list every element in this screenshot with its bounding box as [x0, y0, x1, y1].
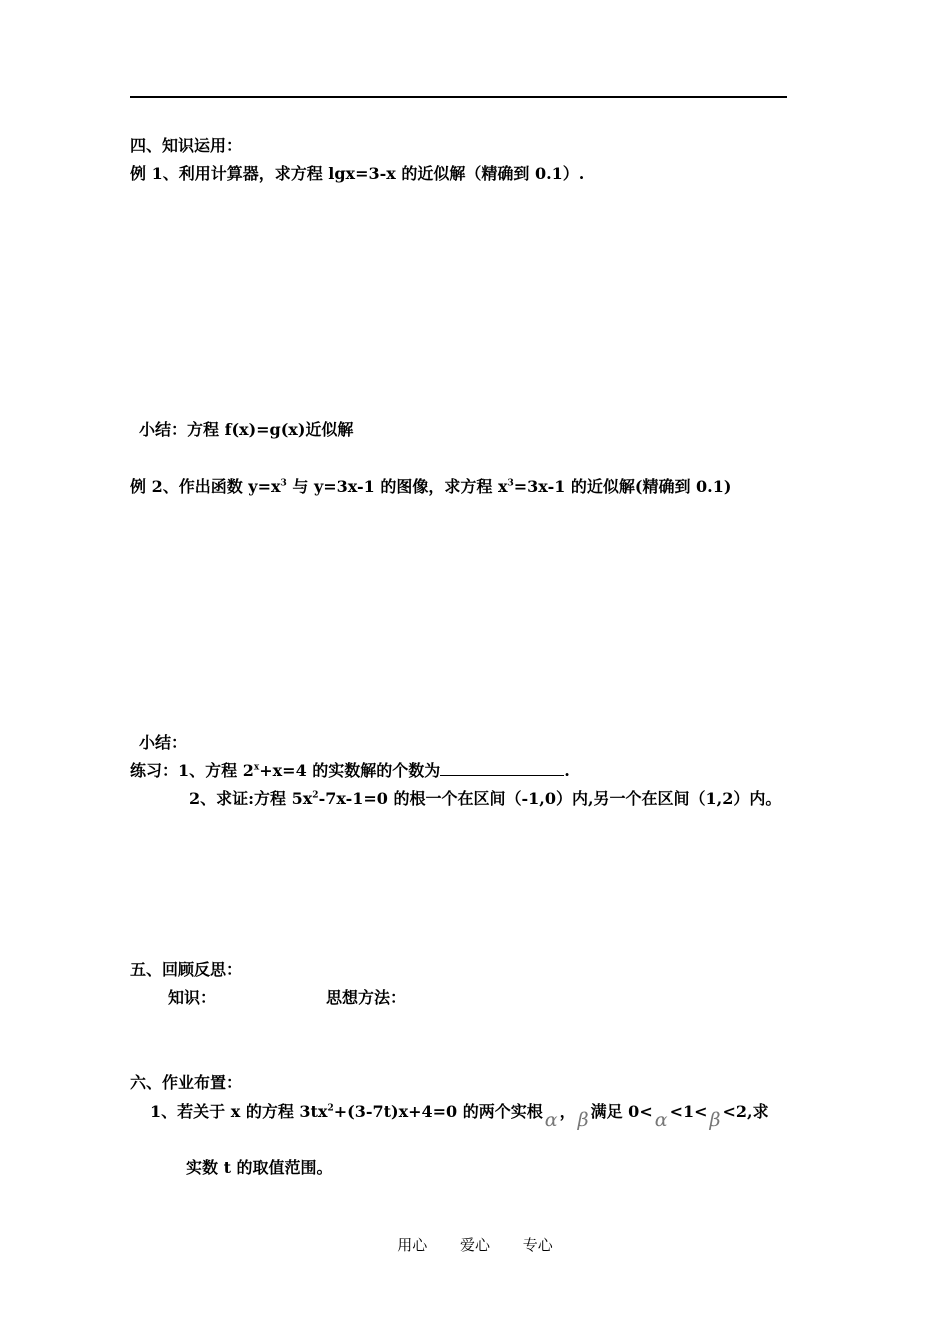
homework-1 — [150, 1101, 769, 1131]
summary-1: 小结：方程 f(x)=g(x)近似解 — [139, 420, 354, 439]
header-rule — [130, 96, 787, 98]
beta-symbol: β — [577, 1109, 589, 1131]
example-1: 例 1、利用计算器，求方程 lgx=3-x 的近似解（精确到 0.1）. — [130, 164, 585, 183]
homework-1-exponent: 2 — [327, 1103, 334, 1114]
section-5-heading: 五、回顾反思： — [130, 960, 243, 979]
practice-2 — [189, 789, 781, 809]
reflection-knowledge-label: 知识： — [168, 988, 217, 1007]
example-2 — [130, 477, 731, 497]
homework-1-part-c: 满足 0< — [590, 1102, 653, 1121]
example-2-part-c: =3x-1 的近似解(精确到 0.1) — [513, 477, 732, 496]
example-2-exponent-2: 3 — [507, 478, 514, 489]
example-2-part-a: 例 2、作出函数 y=x — [130, 477, 281, 496]
homework-1-comma: ， — [559, 1102, 576, 1121]
practice-2-part-b: -7x-1=0 的根一个在区间（-1,0）内,另一个在区间（1,2）内。 — [318, 789, 782, 808]
practice-2-part-a: 2、求证:方程 5x — [189, 789, 313, 808]
footer-item-2: 爱心 — [459, 1236, 490, 1254]
beta-symbol-2: β — [709, 1109, 721, 1131]
homework-1-line-2: 实数 t 的取值范围。 — [186, 1158, 333, 1177]
practice-1 — [130, 761, 570, 781]
practice-1-end: . — [564, 761, 570, 780]
example-2-exponent-1: 3 — [280, 478, 287, 489]
practice-1-exponent: x — [253, 762, 260, 773]
alpha-symbol: α — [544, 1109, 558, 1131]
homework-1-part-e: <2,求 — [722, 1102, 769, 1121]
practice-1-part-b: +x=4 的实数解的个数为 — [259, 761, 441, 780]
example-2-part-b: 与 y=3x-1 的图像，求方程 x — [292, 477, 508, 496]
summary-2: 小结： — [139, 733, 188, 752]
practice-2-exponent: 2 — [312, 790, 319, 801]
page-footer — [0, 1234, 950, 1255]
homework-1-part-d: <1< — [669, 1102, 708, 1121]
homework-1-part-a: 1、若关于 x 的方程 3tx — [150, 1102, 328, 1121]
section-4-heading: 四、知识运用： — [130, 136, 243, 155]
answer-blank — [440, 761, 564, 776]
alpha-symbol-2: α — [654, 1109, 668, 1131]
homework-1-part-b: +(3-7t)x+4=0 的两个实根 — [333, 1102, 543, 1121]
practice-1-part-a: 练习：1、方程 2 — [130, 761, 254, 780]
reflection-method-label: 思想方法： — [326, 988, 407, 1007]
footer-item-3: 专心 — [522, 1236, 553, 1254]
section-6-heading: 六、作业布置： — [130, 1073, 243, 1092]
footer-item-1: 用心 — [397, 1236, 428, 1254]
